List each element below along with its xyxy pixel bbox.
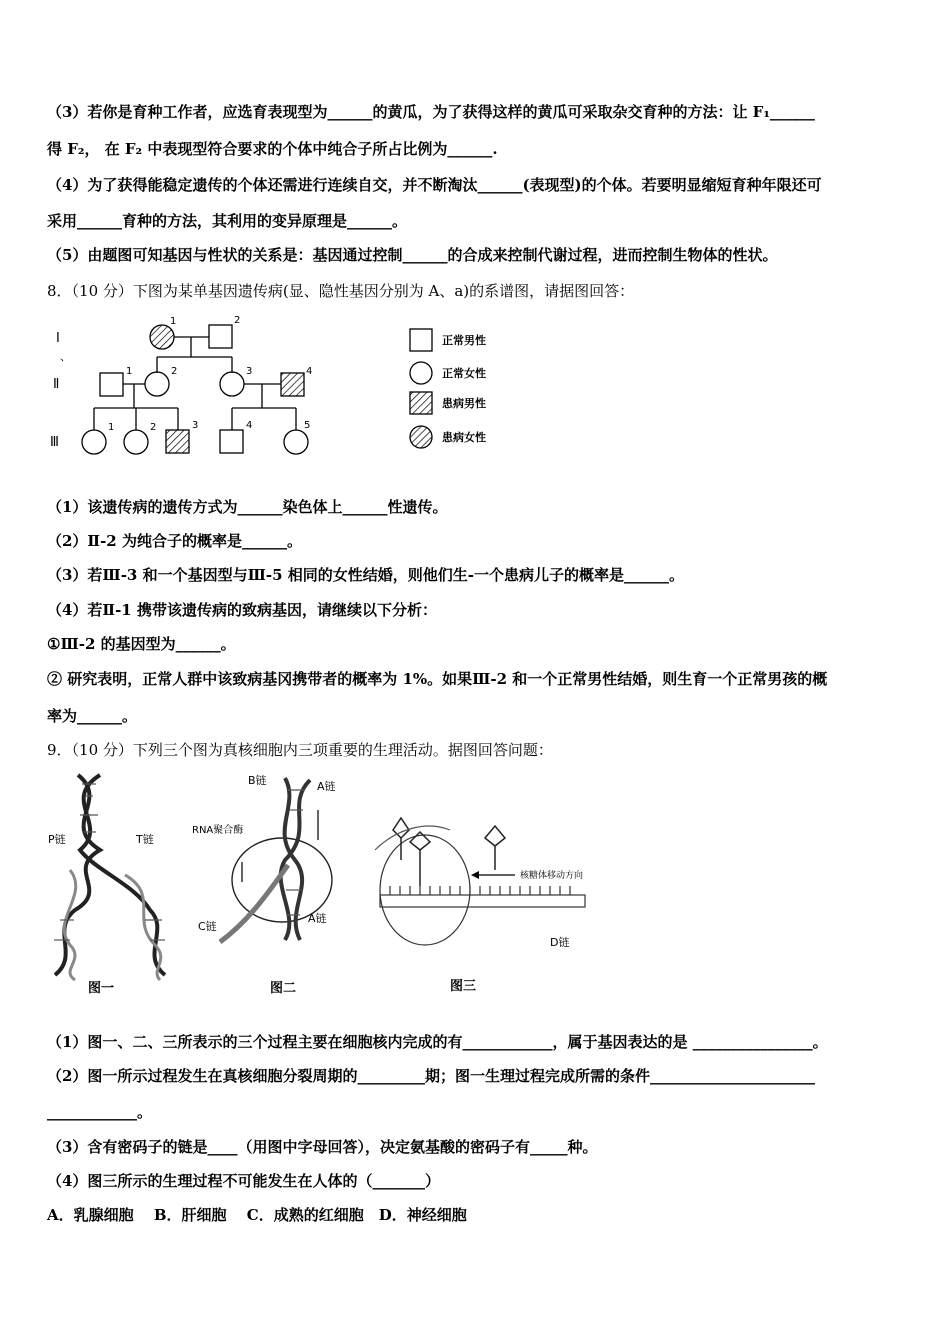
legend-affected-female-symbol bbox=[410, 426, 432, 448]
pedigree-III1-normal-female bbox=[82, 430, 106, 454]
legend-normal-male-symbol bbox=[410, 329, 432, 351]
legend-affected-male: 患病男性 bbox=[442, 397, 486, 410]
ind-num: 3 bbox=[246, 366, 253, 377]
pedigree-chart bbox=[40, 312, 520, 462]
fig2-rna-polymerase: RNA聚合酶 bbox=[192, 825, 244, 836]
pedigree-II3-normal-female bbox=[220, 372, 244, 396]
ind-num: 2 bbox=[150, 422, 157, 433]
q8-sub-2: （2）Ⅱ-2 为纯合子的概率是______。 bbox=[47, 532, 302, 550]
fig3-d-chain: D链 bbox=[550, 936, 570, 949]
ind-num: 5 bbox=[304, 420, 311, 431]
ind-num: 1 bbox=[126, 366, 133, 377]
fig2-caption: 图二 bbox=[270, 981, 297, 996]
pedigree-II4-affected-male bbox=[281, 373, 304, 396]
legend-affected-female: 患病女性 bbox=[442, 431, 486, 444]
gen-label-3: Ⅲ bbox=[50, 435, 59, 450]
fig2-b-chain: B链 bbox=[248, 774, 267, 787]
figure-1-dna-replication bbox=[40, 770, 190, 1000]
legend-normal-female: 正常女性 bbox=[442, 367, 486, 380]
ind-num: 1 bbox=[170, 316, 177, 327]
ind-num: 2 bbox=[234, 315, 241, 326]
q7-line-3a: （3）若你是育种工作者，应选育表现型为______的黄瓜，为了获得这样的黄瓜可采取杂交育种的方法：让 F₁______ bbox=[47, 103, 815, 121]
pedigree-I1-affected-female bbox=[150, 325, 174, 349]
ind-num: 1 bbox=[108, 422, 115, 433]
gen-label-mark: 、 bbox=[60, 350, 71, 363]
pedigree-III3-affected-male bbox=[166, 430, 189, 453]
pedigree-III5-normal-female bbox=[284, 430, 308, 454]
fig1-t-chain: T链 bbox=[136, 833, 154, 846]
q8-sub-4b-1: ② 研究表明，正常人群中该致病基冈携带者的概率为 1%。如果Ⅲ-2 和一个正常男性结婚，则生育一个正常男孩的概 bbox=[47, 670, 828, 688]
q8-sub-4b-2: 率为______。 bbox=[47, 707, 138, 725]
q8-sub-4a: ①Ⅲ-2 的基因型为______。 bbox=[47, 635, 236, 653]
legend-normal-male: 正常男性 bbox=[442, 334, 486, 347]
fig2-a-chain-top: A链 bbox=[317, 780, 336, 793]
q8-title: 8．（10 分）下图为某单基因遗传病(显、隐性基因分别为 A、a)的系谱图，请据图回答： bbox=[47, 282, 635, 300]
q7-line-4b: 采用______育种的方法，其利用的变异原理是______。 bbox=[47, 212, 408, 230]
figure-3-translation bbox=[355, 790, 595, 995]
fig3-caption: 图三 bbox=[450, 979, 477, 994]
fig1-p-chain: P链 bbox=[48, 833, 66, 846]
ind-num: 3 bbox=[192, 420, 199, 431]
gen-label-2: Ⅱ bbox=[53, 377, 60, 392]
legend-normal-female-symbol bbox=[410, 362, 432, 384]
q9-sub-2a: （2）图一所示过程发生在真核细胞分裂周期的_________期；图一生理过程完成所需的条件______________________ bbox=[47, 1067, 815, 1085]
q8-sub-3: （3）若Ⅲ-3 和一个基因型与Ⅲ-5 相同的女性结婚，则他们生-一个患病儿子的概率是______。 bbox=[47, 566, 684, 584]
fig2-a-chain-bottom: A链 bbox=[308, 912, 327, 925]
fig1-caption: 图一 bbox=[88, 981, 115, 996]
ind-num: 4 bbox=[246, 420, 253, 431]
q9-title: 9．（10 分）下列三个图为真核细胞内三项重要的生理活动。据图回答问题： bbox=[47, 741, 553, 759]
gen-label-1: Ⅰ bbox=[56, 331, 60, 346]
figure-2-transcription bbox=[190, 770, 350, 1000]
q8-sub-1: （1）该遗传病的遗传方式为______染色体上______性遗传。 bbox=[47, 498, 448, 516]
fig2-c-chain: C链 bbox=[198, 920, 217, 933]
legend-affected-male-symbol bbox=[410, 392, 432, 414]
q7-line-3b: 得 F₂， 在 F₂ 中表现型符合要求的个体中纯合子所占比例为______. bbox=[47, 140, 498, 158]
ind-num: 4 bbox=[306, 366, 313, 377]
q8-sub-4: （4）若Ⅱ-1 携带该遗传病的致病基因，请继续以下分析： bbox=[47, 601, 437, 619]
q9-options: A．乳腺细胞 B．肝细胞 C．成熟的红细胞 D．神经细胞 bbox=[47, 1206, 467, 1224]
ind-num: 2 bbox=[171, 366, 178, 377]
q9-sub-2b: ____________。 bbox=[47, 1103, 153, 1121]
q9-sub-4: （4）图三所示的生理过程不可能发生在人体的（_______） bbox=[47, 1172, 440, 1190]
q7-line-5: （5）由题图可知基因与性状的关系是：基因通过控制______的合成来控制代谢过程，进而控制生物体的性状。 bbox=[47, 246, 778, 264]
pedigree-III4-normal-male bbox=[220, 430, 243, 453]
pedigree-II2-normal-female bbox=[145, 372, 169, 396]
q9-sub-3: （3）含有密码子的链是____（用图中字母回答），决定氨基酸的密码子有_____种。 bbox=[47, 1138, 598, 1156]
pedigree-II1-normal-male bbox=[100, 373, 123, 396]
pedigree-I2-normal-male bbox=[209, 325, 232, 348]
q9-sub-1: （1）图一、二、三所表示的三个过程主要在细胞核内完成的有____________，属于基因表达的是 ________________。 bbox=[47, 1033, 828, 1051]
pedigree-III2-normal-female bbox=[124, 430, 148, 454]
fig3-ribosome-direction: 核糖体移动方向 bbox=[520, 871, 584, 881]
q7-line-4a: （4）为了获得能稳定遗传的个体还需进行连续自交，并不断淘汰______(表现型)的个体。若要明显缩短育种年限还可 bbox=[47, 176, 822, 194]
